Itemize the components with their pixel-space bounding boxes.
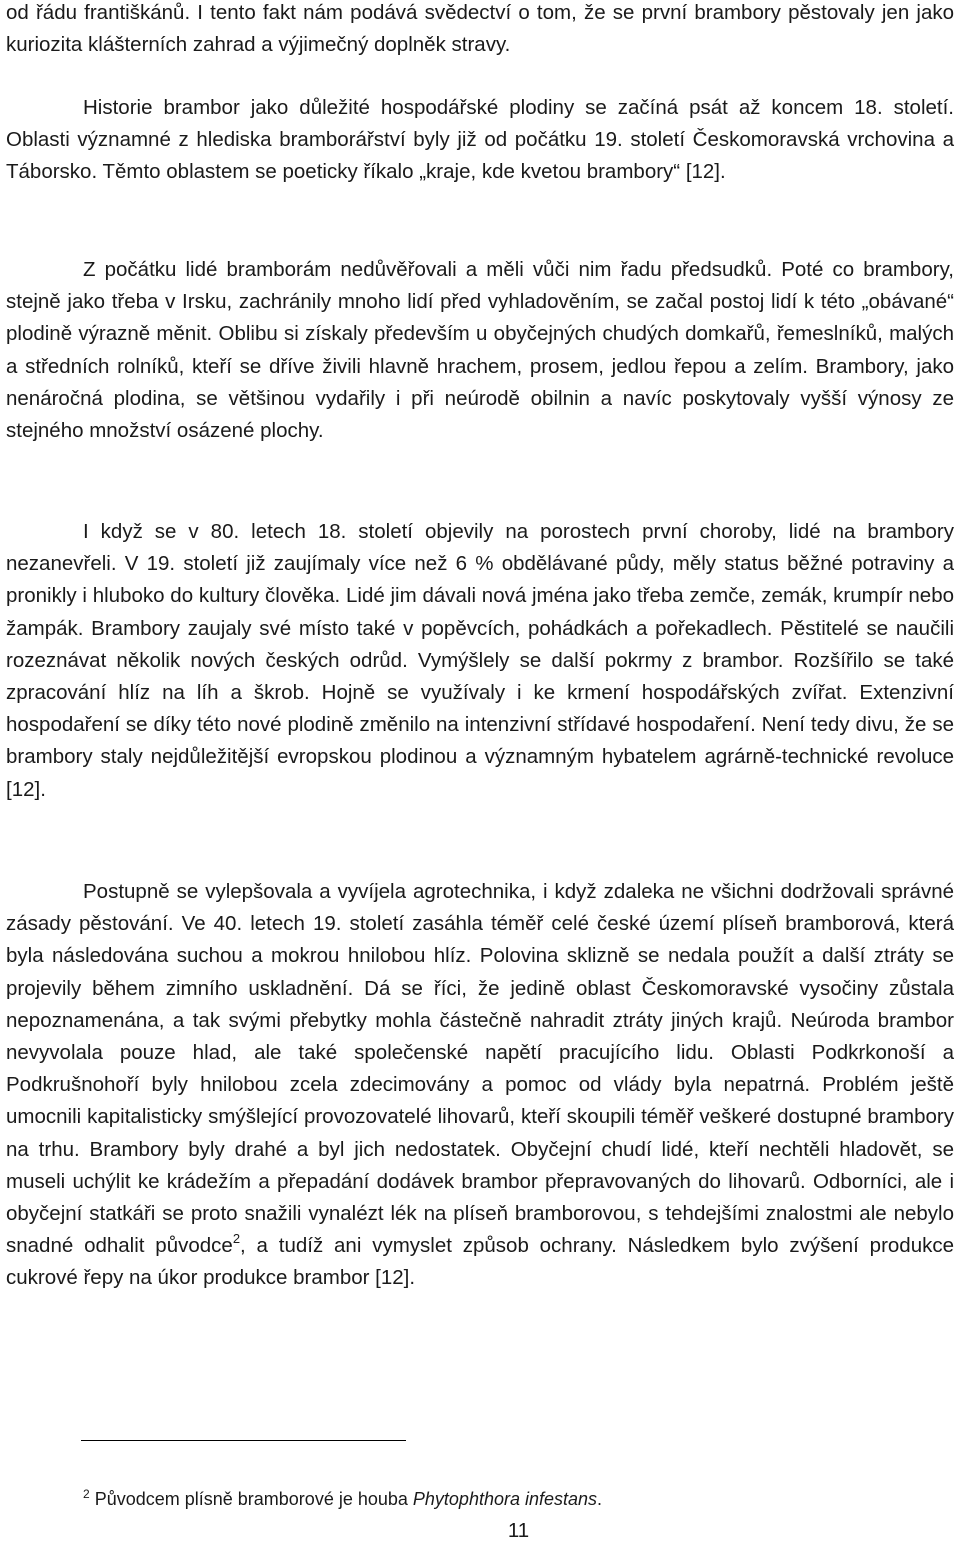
- footnote-text-end: .: [597, 1489, 603, 1509]
- footnote-species-name: Phytophthora infestans: [412, 1489, 598, 1509]
- paragraph-3: Z počátku lidé bramborám nedůvěřovali a měli vůči nim řadu předsudků. Poté co brambory, stejně jako třeba v Irsku, zachránily mnoho lidí před vyhladověním, se začal postoj lidí k této „obávané“ plodině výrazně měnit. Oblibu si získaly především u obyčejných chudých domkařů, řemeslníků, malých a středních rolníků, kteří se dříve živili hlavně hrachem, prosem, jedlou řepou a zelím. Brambory, jako nenáročná plodina, se většinou vydařily i při neúrodě obilnin a navíc poskytovaly vyšší výnosy ze stejného množství osázené plochy.: [6, 258, 954, 443]
- paragraph-4: I když se v 80. letech 18. století objevily na porostech první choroby, lidé na brambory nezanevřeli. V 19. století již zaujímaly více než 6 % obdělávané půdy, měly status běžné potraviny a pronikly i hluboko do kultury člověka. Lidé jim dávali nová jména jako třeba zemče, zemák, krumpír nebo žampák. Brambory zaujaly své místo také v popěvcích, pohádkách a pořekadlech. Pěstitelé se naučili rozeznávat několik nových českých odrůd. Vymýšlely se další pokrmy z brambor. Rozšířilo se také zpracování hlíz na líh a škrob. Hojně se využívaly i ke krmení hospodářských zvířat. Extenzivní hospodaření se díky této nové plodině změnilo na intenzivní střídavé hospodaření. Není tedy divu, že se brambory staly nejdůležitější evropskou plodinou a významným hybatelem agrárně-technické revoluce [12].: [6, 520, 954, 801]
- paragraph-5-text: Postupně se vylepšovala a vyvíjela agrotechnika, i když zdaleka ne všichni dodržovali správné zásady pěstování. Ve 40. letech 19. století zasáhla téměř celé české území plíseň bramborová, která byla následována suchou a mokrou hnilobou hlíz. Polovina sklizně se nedala použít a další ztráty se projevily během zimního uskladnění. Dá se říci, že jedině oblast Českomoravské vysočiny zůstala nepoznamenána, a tak svými přebytky mohla částečně nahradit ztráty jiných krajů. Neúroda brambor nevyvolala pouze hlad, ale také společenské napětí pracujícího lidu. Oblasti Podkrkonoší a Podkrušnohoří byly hnilobou zcela zdecimovány a pomoc od vlády byla nepatrná. Problém ještě umocnili kapitalisticky smýšlející provozovatelé lihovarů, kteří skoupili téměř veškeré dostupné brambory na trhu. Brambory byly drahé a byl jich nedostatek. Obyčejní chudí lidé, kteří nechtěli hladovět, se museli uchýlit ke krádežím a přepadání dodávek brambor přepravovaných do lihovarů. Odborníci, ale i obyčejní statkáři se proto snažili vynalézt lék na plíseň bramborovou, s tehdejšími znalostmi ale nebylo snadné odhalit původce: [6, 880, 954, 1258]
- paragraph-5: [6, 876, 954, 1295]
- paragraph-1: od řádu františkánů. I tento fakt nám podává svědectví o tom, že se první brambory pěstovaly jen jako kuriozita klášterních zahrad a výjimečný doplněk stravy.: [6, 1, 954, 57]
- paragraph-5-text-end: , a tudíž ani vymyslet způsob ochrany. Následkem bylo zvýšení produkce cukrové řepy na úkor produkce brambor [12].: [6, 1234, 954, 1290]
- footnote: [83, 1487, 602, 1511]
- paragraph-2: Historie brambor jako důležité hospodářské plodiny se začíná psát až koncem 18. století. Oblasti významné z hlediska bramborářství byly již od počátku 19. století Českomoravská vrchovina a Táborsko. Těmto oblastem se poeticky říkalo „kraje, kde kvetou brambory“ [12].: [6, 96, 954, 184]
- footnote-reference[interactable]: 2: [232, 1231, 241, 1247]
- footnote-marker: 2: [83, 1487, 90, 1501]
- footnote-text: Původcem plísně bramborové je houba: [94, 1489, 413, 1509]
- page-number: 11: [507, 1519, 530, 1542]
- footnote-separator: [81, 1440, 406, 1441]
